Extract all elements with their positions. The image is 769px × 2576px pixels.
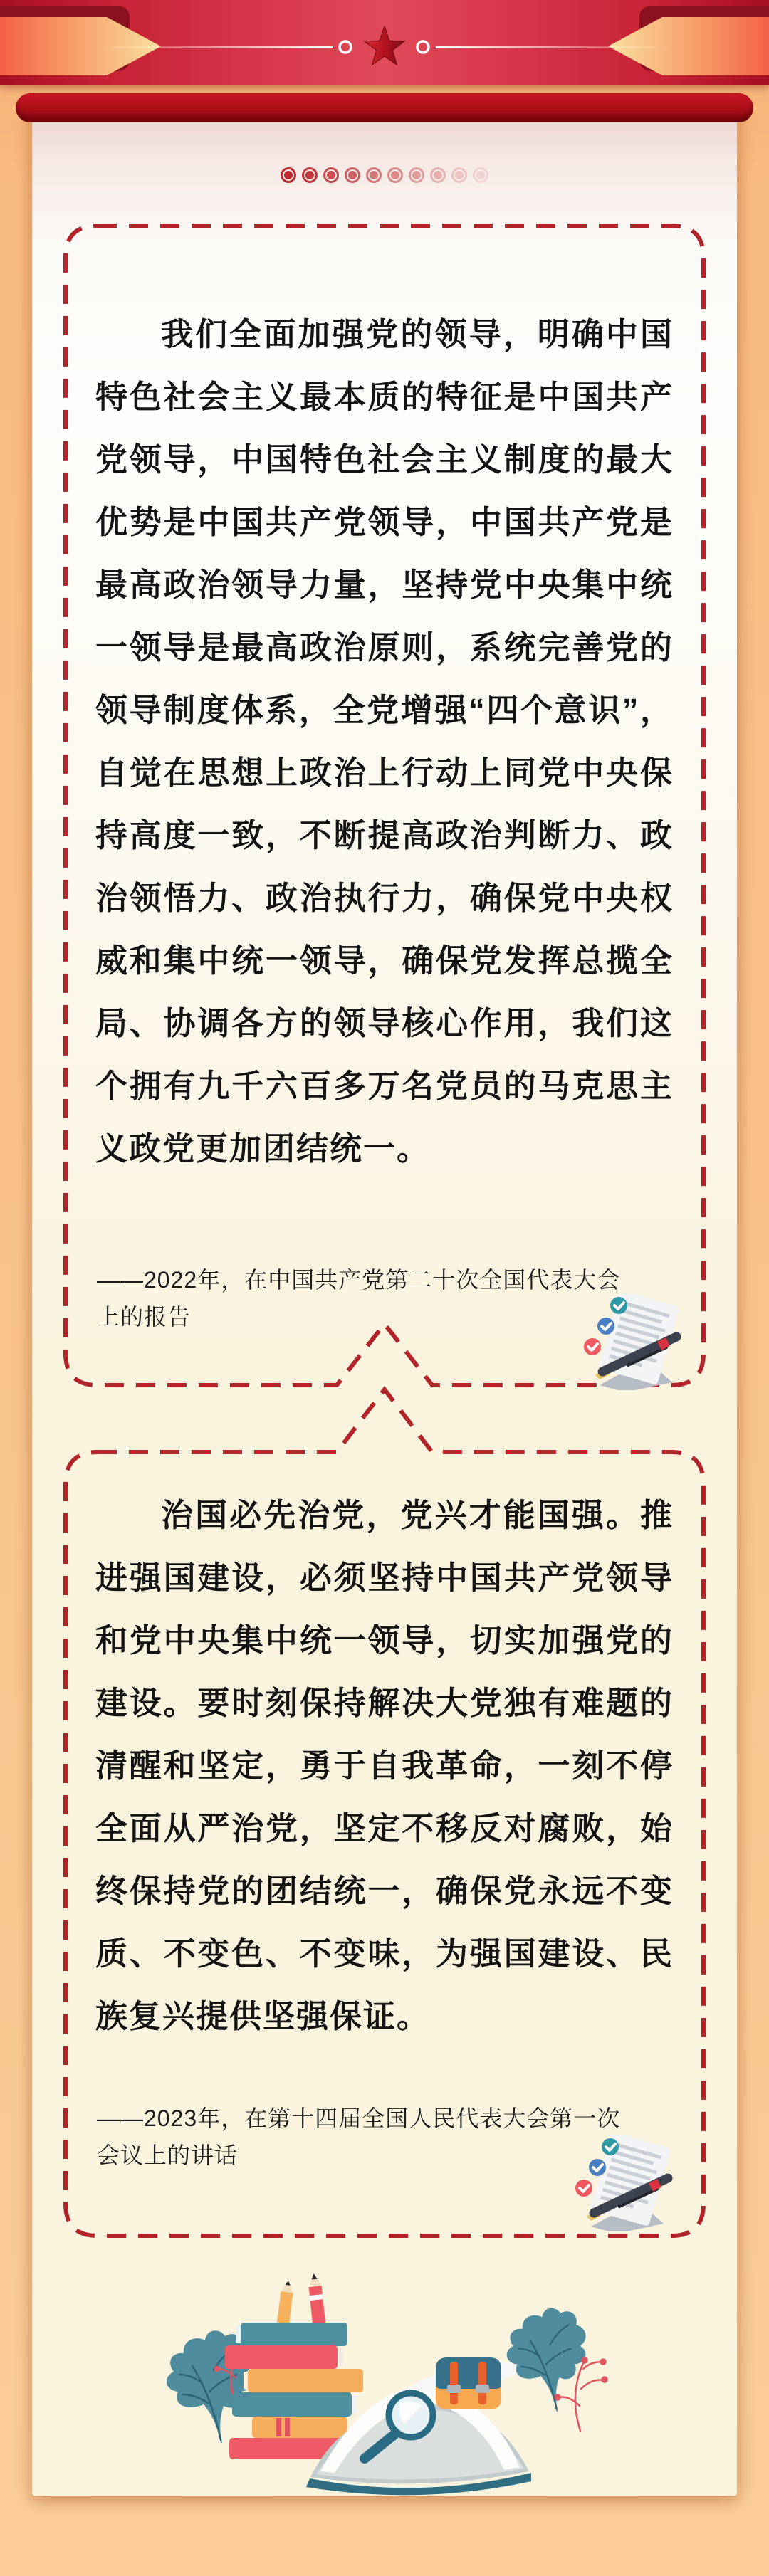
progress-dot [387,167,403,183]
progress-dot [409,167,424,183]
progress-dots [281,167,488,183]
backpack-icon [436,2357,501,2409]
red-star-icon [365,26,405,65]
books-illustration [164,2264,619,2498]
document-pen-icon [570,2135,684,2231]
ornament-ring-left [340,41,351,53]
banner-ornament [0,0,769,85]
progress-dot [345,167,360,183]
quote-1-source: ——2022年，在中国共产党第二十次全国代表大会上的报告 [97,1267,621,1330]
progress-dot [323,167,339,183]
quote-1-text: 我们全面加强党的领导，明确中国特色社会主义最本质的特征是中国共产党领导，中国特色社会主义制度的最大优势是中国共产党领导，中国共产党是最高政治领导力量，坚持党中央集中统一领导是最高政治原则，系统完善党的领导制度体系，全党增强“四个意识”，自觉在思想上政治上行动上同党中央保持高度一致，不断提高政治判断力、政治领悟力、政治执行力，确保党中央权威和集中统一领导，确保党发挥总揽全局、协调各方的领导核心作用，我们这个拥有九千六百多万名党员的马克思主义政党更加团结统一。 [95,316,674,1167]
progress-dot [451,167,467,183]
document-pen-icon [578,1294,692,1390]
ornament-line-left [93,46,333,48]
progress-dot [281,167,296,183]
progress-dot [473,167,488,183]
quote-2-text: 治国必先治党，党兴才能国强。推进强国建设，必须坚持中国共产党领导和党中央集中统一领导，切实加强党的建设。要时刻保持解决大党独有难题的清醒和坚定，勇于自我革命，一刻不停全面从严治党，坚定不移反对腐败，始终保持党的团结统一，确保党永远不变质、不变色、不变味，为强国建设、民族复兴提供坚强保证。 [95,1497,674,2034]
ornament-ring-right [417,41,429,53]
progress-dot [302,167,318,183]
top-banner [0,0,769,85]
scroll-roller-bar [16,93,753,122]
progress-dot [430,167,446,183]
progress-dot [366,167,382,183]
quote-2-source: ——2023年，在第十四届全国人民代表大会第一次会议上的讲话 [97,2106,621,2168]
leaf-icon [507,2308,586,2412]
ornament-line-right [436,46,676,48]
